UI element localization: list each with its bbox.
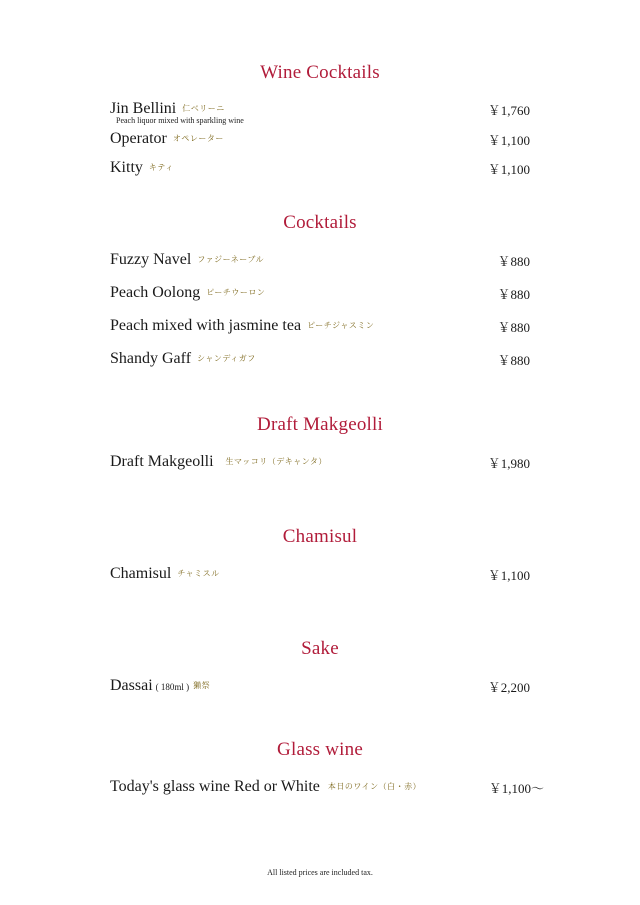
item-price: ￥880 xyxy=(497,353,530,368)
item-name: Dassai xyxy=(110,677,153,694)
item-name-jp: 生マッコリ（デキャンタ） xyxy=(225,457,327,466)
item-name: Peach mixed with jasmine tea xyxy=(110,317,302,334)
section-title-sake: Sake xyxy=(301,638,339,659)
section-title-glass-wine: Glass wine xyxy=(277,739,363,760)
item-name-row xyxy=(110,251,264,269)
item-price: ￥1,100 xyxy=(487,568,530,583)
menu-item-jin-bellini xyxy=(110,100,540,124)
item-name: Draft Makgeolli xyxy=(110,453,214,470)
item-price: ￥880 xyxy=(497,287,530,302)
item-name-jp: 仁ベリーニ xyxy=(182,104,225,113)
item-price: ￥1,100 xyxy=(487,162,530,177)
menu-item-fuzzy-navel xyxy=(110,251,540,275)
item-name-row xyxy=(110,565,220,583)
item-name-jp: ピーチジャスミン xyxy=(307,321,375,330)
item-name: Shandy Gaff xyxy=(110,350,192,367)
item-name-row xyxy=(110,130,224,148)
item-price: ￥1,100～ xyxy=(488,781,544,796)
item-price: ￥1,760 xyxy=(487,103,530,118)
item-name-jp: チャミスル xyxy=(177,569,220,578)
menu-item-operator xyxy=(110,130,540,154)
menu-item-peach-oolong xyxy=(110,284,540,308)
item-price: ￥1,980 xyxy=(487,456,530,471)
item-name-jp: キティ xyxy=(148,163,174,172)
item-name: Peach Oolong xyxy=(110,284,201,301)
item-price: ￥1,100 xyxy=(487,133,530,148)
tax-footnote: All listed prices are included tax. xyxy=(267,868,373,877)
item-name: Jin Bellini xyxy=(110,100,177,117)
item-name-jp: 本日のワイン（白・赤） xyxy=(327,782,422,791)
item-price: ￥2,200 xyxy=(487,680,530,695)
item-name: Kitty xyxy=(110,159,143,176)
item-name-row xyxy=(110,284,265,302)
item-size: ( 180ml ) xyxy=(155,682,190,692)
item-name-jp: ファジーネーブル xyxy=(197,255,265,264)
section-title-wine-cocktails: Wine Cocktails xyxy=(260,62,380,83)
section-title-cocktails: Cocktails xyxy=(283,212,357,233)
item-name-row xyxy=(110,350,256,368)
item-name: Operator xyxy=(110,130,167,147)
menu-item-kitty xyxy=(110,159,540,183)
section-title-draft-makgeolli: Draft Makgeolli xyxy=(257,414,383,435)
item-description: Peach liquor mixed with sparkling wine xyxy=(116,116,244,125)
item-name-jp: オペレーター xyxy=(172,134,224,143)
item-name-row xyxy=(110,778,421,796)
item-name-row xyxy=(110,677,210,695)
menu-item-draft-makgeolli xyxy=(110,453,540,477)
menu-item-glass-wine xyxy=(110,778,544,802)
item-name: Fuzzy Navel xyxy=(110,251,192,268)
menu-item-chamisul xyxy=(110,565,540,589)
item-name-jp: 獺祭 xyxy=(193,681,211,690)
item-name-row xyxy=(110,453,327,471)
item-name-jp: シャンディガフ xyxy=(197,354,256,363)
item-price: ￥880 xyxy=(497,320,530,335)
menu-item-peach-jasmine xyxy=(110,317,540,341)
section-title-chamisul: Chamisul xyxy=(282,526,358,547)
item-name: Today's glass wine Red or White xyxy=(110,778,320,795)
menu-item-shandy-gaff xyxy=(110,350,540,374)
item-name-row xyxy=(110,317,374,335)
item-price: ￥880 xyxy=(497,254,530,269)
item-name-row xyxy=(110,159,174,177)
menu-item-dassai xyxy=(110,677,540,701)
item-name-jp: ピーチウーロン xyxy=(206,288,266,297)
item-name: Chamisul xyxy=(110,565,172,582)
